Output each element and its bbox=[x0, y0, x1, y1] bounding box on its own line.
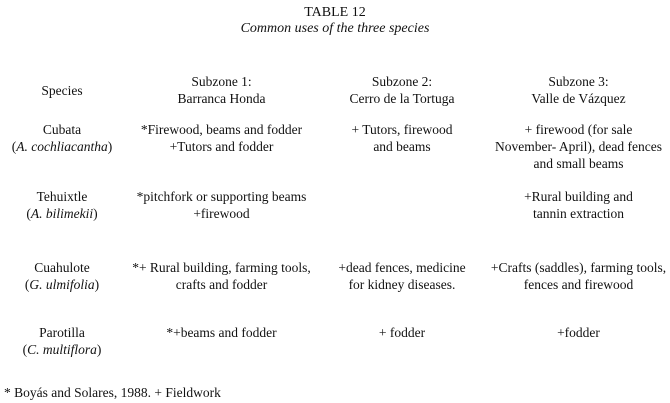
header-species: Species bbox=[41, 83, 83, 98]
header-subzone-2-label: Subzone 2: bbox=[371, 74, 433, 89]
use-line: +fodder bbox=[557, 325, 600, 340]
species-cell-cubata bbox=[0, 121, 124, 155]
paren-open: ( bbox=[22, 342, 28, 357]
uses-cuahulote-subzone-3 bbox=[487, 259, 670, 293]
species-scientific-name bbox=[0, 276, 124, 293]
header-subzone-3-place: Valle de Vázquez bbox=[531, 91, 626, 106]
header-subzone-3 bbox=[487, 73, 670, 107]
species-scientific-name bbox=[0, 205, 124, 222]
use-line: *pitchfork or supporting beams bbox=[136, 189, 307, 204]
species-scientific-name bbox=[0, 341, 124, 358]
paren-open: ( bbox=[11, 139, 17, 154]
uses-cuahulote-subzone-1 bbox=[124, 259, 319, 293]
use-line: fences and firewood bbox=[523, 277, 634, 292]
paren-open: ( bbox=[26, 206, 31, 221]
table-subtitle: Common uses of the three species bbox=[240, 21, 430, 36]
species-common-name: Cubata bbox=[42, 122, 82, 137]
use-line: tannin extraction bbox=[532, 206, 625, 221]
use-line: +dead fences, medicine bbox=[338, 260, 466, 275]
uses-parotilla-subzone-2 bbox=[318, 324, 486, 341]
header-subzone-1-place: Barranca Honda bbox=[177, 91, 266, 106]
header-subzone-2 bbox=[318, 73, 486, 107]
use-line: + fodder bbox=[378, 325, 426, 340]
uses-parotilla-subzone-1 bbox=[124, 324, 319, 341]
uses-cubata-subzone-2 bbox=[318, 121, 486, 155]
paren-close: ) bbox=[94, 277, 100, 292]
species-common-name: Tehuixtle bbox=[36, 189, 88, 204]
use-line: *+beams and fodder bbox=[166, 325, 277, 340]
species-common-name: Cuahulote bbox=[34, 260, 90, 275]
scientific-name-text: C. multiflora bbox=[27, 342, 97, 357]
use-line: and small beams bbox=[533, 156, 624, 171]
use-line: + firewood (for sale bbox=[524, 122, 633, 137]
uses-cubata-subzone-1 bbox=[124, 121, 319, 155]
paren-close: ) bbox=[96, 342, 102, 357]
paren-close: ) bbox=[93, 206, 98, 221]
table-title: TABLE 12 bbox=[304, 5, 366, 20]
table-footnote: * Boyás and Solares, 1988. + Fieldwork bbox=[4, 385, 221, 400]
uses-tehuixtle-subzone-3 bbox=[487, 188, 670, 222]
scientific-name-text: A. bilimekii bbox=[30, 206, 94, 221]
paren-open: ( bbox=[24, 277, 30, 292]
scientific-name-text: G. ulmifolia bbox=[29, 277, 95, 292]
use-line: for kidney diseases. bbox=[348, 277, 456, 292]
uses-cubata-subzone-3 bbox=[487, 121, 670, 172]
species-cell-parotilla bbox=[0, 324, 124, 358]
species-cell-cuahulote bbox=[0, 259, 124, 293]
use-line: *+ Rural building, farming tools, bbox=[132, 260, 311, 275]
uses-cuahulote-subzone-2 bbox=[318, 259, 486, 293]
use-line: November- April), dead fences bbox=[495, 139, 662, 154]
species-common-name: Parotilla bbox=[39, 325, 85, 340]
use-line: +Crafts (saddles), farming tools, bbox=[490, 260, 667, 275]
use-line: +Rural building and bbox=[524, 189, 633, 204]
header-subzone-1-label: Subzone 1: bbox=[191, 74, 252, 89]
species-scientific-name bbox=[0, 138, 124, 155]
use-line: +Tutors and fodder bbox=[169, 139, 274, 154]
uses-parotilla-subzone-3 bbox=[487, 324, 670, 341]
scientific-name-text: A. cochliacantha bbox=[16, 139, 108, 154]
uses-tehuixtle-subzone-1 bbox=[124, 188, 319, 222]
use-line: crafts and fodder bbox=[175, 277, 268, 292]
use-line: +firewood bbox=[193, 206, 250, 221]
header-subzone-2-place: Cerro de la Tortuga bbox=[349, 91, 455, 106]
use-line: + Tutors, firewood bbox=[351, 122, 453, 137]
use-line: *Firewood, beams and fodder bbox=[140, 122, 303, 137]
header-subzone-3-label: Subzone 3: bbox=[548, 74, 609, 89]
species-cell-tehuixtle bbox=[0, 188, 124, 222]
paren-close: ) bbox=[107, 139, 113, 154]
header-subzone-1 bbox=[124, 73, 319, 107]
use-line: and beams bbox=[373, 139, 431, 154]
